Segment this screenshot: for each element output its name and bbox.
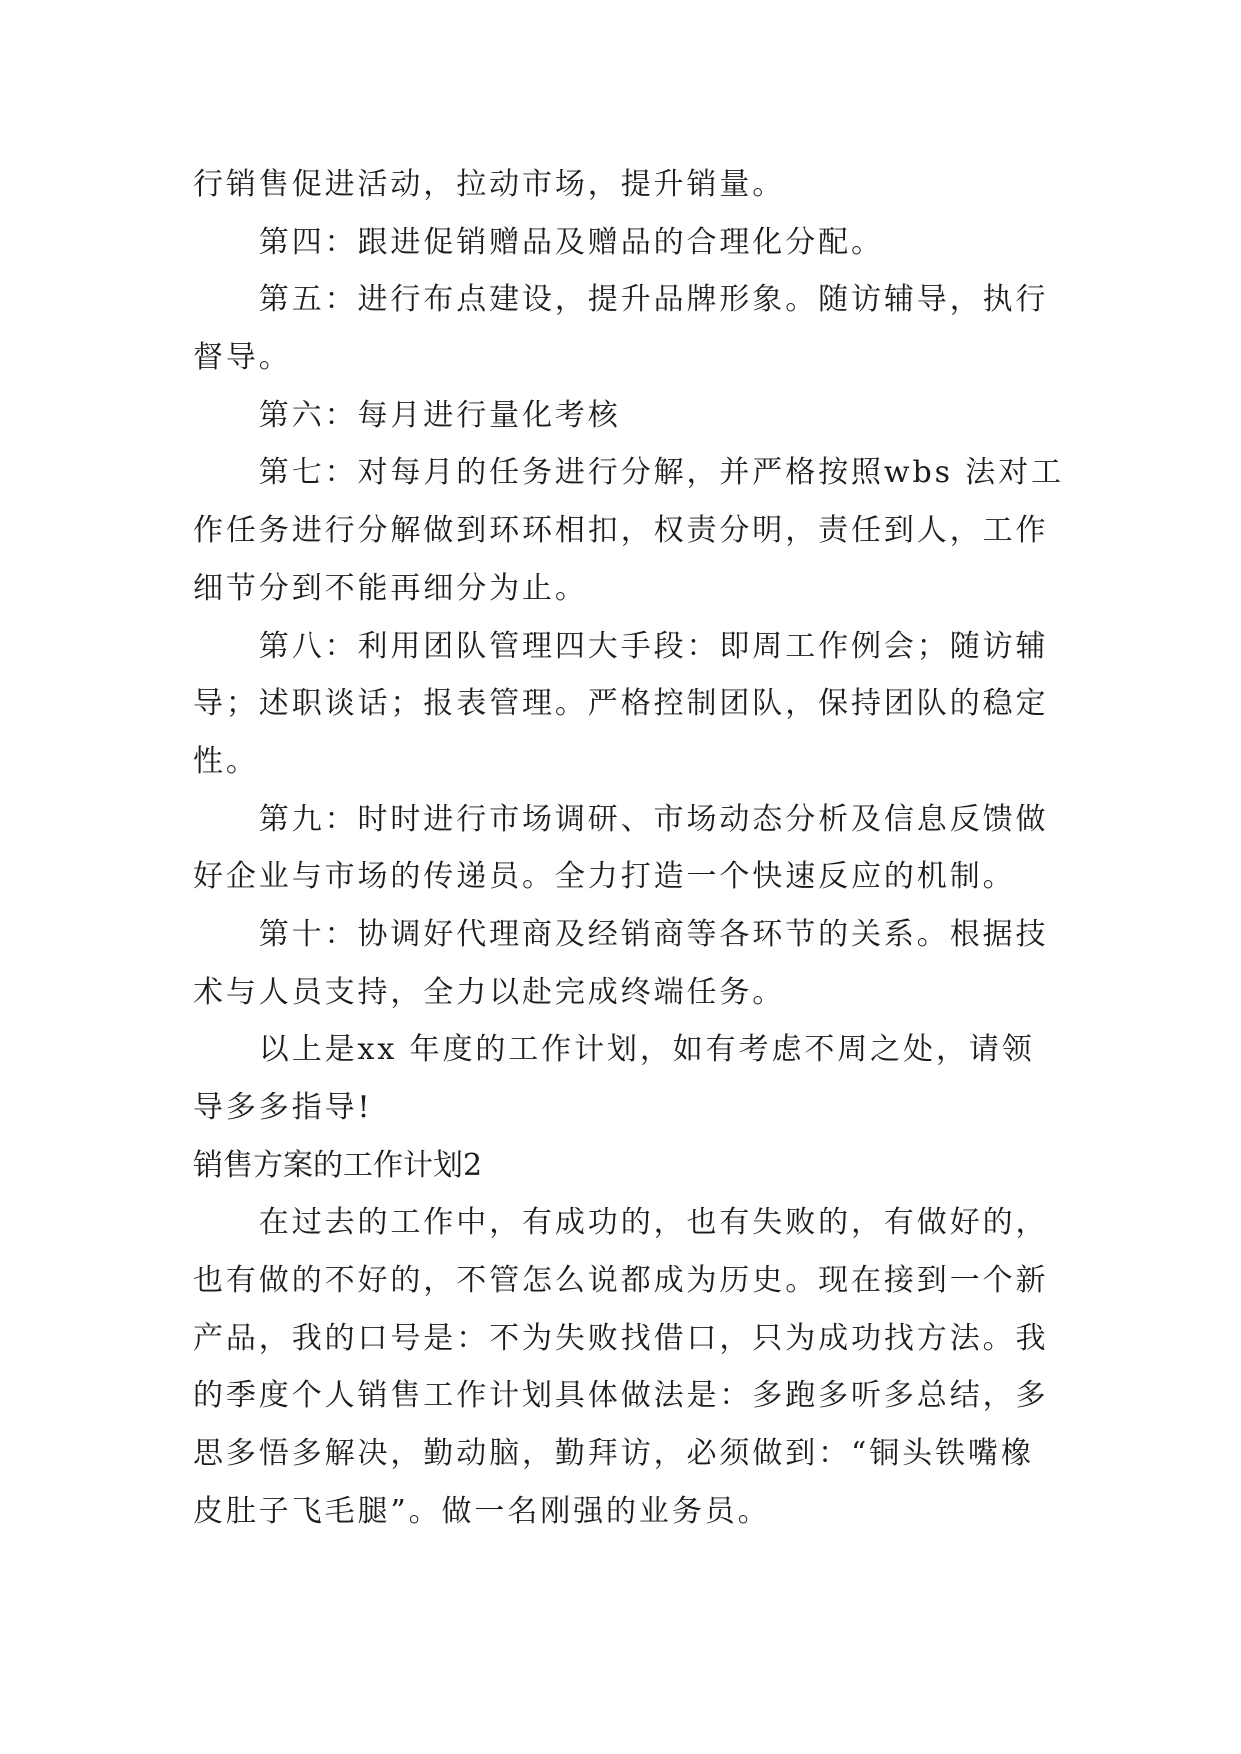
paragraph (193, 214, 1073, 272)
text-line: 细节分到不能再细分为止。 (193, 570, 588, 606)
document-body (193, 156, 1073, 1541)
paragraph (193, 387, 1073, 445)
section-heading: 销售方案的工作计划2 (193, 1147, 483, 1183)
text-line: 第四：跟进促销赠品及赠品的合理化分配。 (258, 224, 884, 260)
text-line: 在过去的工作中，有成功的，也有失败的，有做好的， (258, 1205, 1049, 1241)
text-line: 第九：时时进行市场调研、市场动态分析及信息反馈做 (258, 801, 1049, 837)
paragraph (193, 271, 1073, 386)
text-line: 也有做的不好的，不管怎么说都成为历史。现在接到一个新 (193, 1263, 1049, 1299)
text-line: 第五：进行布点建设，提升品牌形象。随访辅导，执行 (258, 282, 1049, 318)
text-line: 皮肚子飞毛腿”。做一名刚强的业务员。 (193, 1493, 771, 1529)
text-line: 第八：利用团队管理四大手段：即周工作例会；随访辅 (258, 628, 1049, 664)
text-line: 的季度个人销售工作计划具体做法是：多跑多听多总结，多 (193, 1378, 1049, 1414)
text-line: 导；述职谈话；报表管理。严格控制团队，保持团队的稳定 (193, 686, 1049, 722)
text-line: 行销售促进活动，拉动市场，提升销量。 (193, 167, 786, 202)
paragraph (193, 618, 1073, 791)
text-line: 作任务进行分解做到环环相扣，权责分明，责任到人，工作 (193, 513, 1049, 549)
text-line: 督导。 (193, 340, 292, 376)
text-line: 性。 (193, 743, 259, 779)
text-line: 以上是xx 年度的工作计划，如有考虑不周之处，请领 (258, 1032, 1035, 1068)
text-line: 第十：协调好代理商及经销商等各环节的关系。根据技 (258, 916, 1049, 952)
paragraph (193, 906, 1073, 1021)
paragraph (193, 444, 1073, 617)
paragraph (193, 156, 1073, 214)
paragraph (193, 791, 1073, 906)
text-line: 术与人员支持，全力以赴完成终端任务。 (193, 974, 786, 1010)
paragraph (193, 1021, 1073, 1136)
text-line: 第六：每月进行量化考核 (258, 397, 621, 433)
text-line: 第七：对每月的任务进行分解，并严格按照wbs 法对工 (258, 455, 1065, 491)
text-line: 产品，我的口号是：不为失败找借口，只为成功找方法。我 (193, 1320, 1049, 1356)
text-line: 导多多指导! (193, 1090, 373, 1125)
paragraph (193, 1194, 1073, 1540)
text-line: 思多悟多解决，勤动脑，勤拜访，必须做到：“铜头铁嘴橡 (193, 1436, 1034, 1472)
text-line: 好企业与市场的传递员。全力打造一个快速反应的机制。 (193, 859, 1016, 895)
